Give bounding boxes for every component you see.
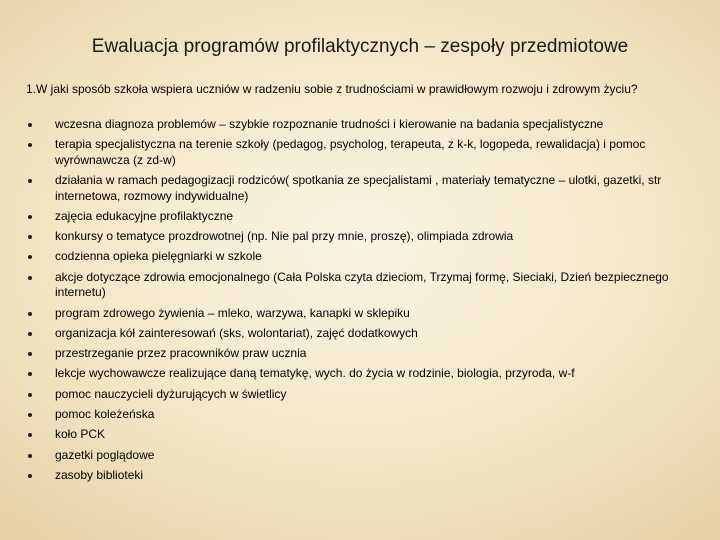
bullet-icon bbox=[28, 372, 32, 376]
bullet-icon bbox=[28, 332, 32, 336]
bullet-icon bbox=[28, 312, 32, 316]
list-item-text: pomoc nauczycieli dyżurujących w świetlicy bbox=[55, 386, 287, 401]
list-item bbox=[26, 407, 696, 423]
bullet-icon bbox=[28, 235, 32, 239]
bullet-icon bbox=[28, 352, 32, 356]
bullet-icon bbox=[28, 215, 32, 219]
bullet-icon bbox=[28, 413, 32, 417]
list-item-text: lekcje wychowawcze realizujące daną tematykę, wych. do życia w rodzinie, biologia, przyroda, w-f bbox=[55, 366, 575, 381]
list-item bbox=[26, 427, 696, 443]
bullet-icon bbox=[28, 255, 32, 259]
bullet-icon bbox=[28, 454, 32, 458]
list-item bbox=[26, 229, 696, 245]
question-block bbox=[26, 82, 696, 97]
list-item-text: pomoc koleżeńska bbox=[55, 407, 155, 422]
list-item bbox=[26, 387, 696, 403]
list-item-text: wczesna diagnoza problemów – szybkie rozpoznanie trudności i kierowanie na badania specjalistyczne bbox=[55, 117, 604, 131]
list-item-text: organizacja kół zainteresowań (sks, wolontariat), zajęć dodatkowych bbox=[55, 325, 418, 340]
list-item-text: codzienna opieka pielęgniarki w szkole bbox=[55, 249, 262, 264]
list-item bbox=[26, 117, 696, 133]
bullet-icon bbox=[28, 143, 32, 147]
bullet-icon bbox=[28, 474, 32, 478]
list-item bbox=[26, 137, 696, 168]
list-item-text: akcje dotyczące zdrowia emocjonalnego (Cała Polska czyta dzieciom, Trzymaj formę, Sieciaki, Dzień bezpiecznego internetu) bbox=[55, 269, 669, 300]
bullet-icon bbox=[28, 393, 32, 397]
list-item bbox=[26, 326, 696, 342]
list-item-text: terapia specjalistyczna na terenie szkoły (pedagog, psycholog, terapeuta, z k-k, logopeda, rewalidacja) i pomoc wyrównawcza (z zd-w) bbox=[55, 137, 646, 167]
bullet-icon bbox=[28, 276, 32, 280]
bullet-list bbox=[26, 117, 696, 488]
list-item bbox=[26, 173, 696, 204]
list-item bbox=[26, 366, 696, 382]
list-item-text: program zdrowego żywienia – mleko, warzywa, kanapki w sklepiku bbox=[55, 305, 410, 320]
list-item bbox=[26, 468, 696, 484]
bullet-icon bbox=[28, 123, 32, 127]
list-item-text: działania w ramach pedagogizacji rodziców( spotkania ze specjalistami , materiały tematyczne – ulotki, gazetki, str internetowa, rozmowy indywidualne) bbox=[55, 173, 662, 203]
list-item-text: zajęcia edukacyjne profilaktyczne bbox=[55, 208, 234, 223]
bullet-icon bbox=[28, 433, 32, 437]
list-item bbox=[26, 346, 696, 362]
list-item-text: przestrzeganie przez pracowników praw ucznia bbox=[55, 346, 307, 361]
list-item bbox=[26, 249, 696, 265]
list-item-text: gazetki poglądowe bbox=[55, 447, 155, 462]
list-item-text: zasoby biblioteki bbox=[55, 467, 144, 482]
list-item bbox=[26, 209, 696, 225]
list-item bbox=[26, 448, 696, 464]
list-item bbox=[26, 306, 696, 322]
bullet-icon bbox=[28, 179, 32, 183]
list-item-text: konkursy o tematyce prozdrowotnej (np. Nie pal przy mnie, proszę), olimpiada zdrowia bbox=[55, 229, 514, 244]
slide-title: Ewaluacja programów profilaktycznych – zespoły przedmiotowe bbox=[91, 36, 629, 57]
list-item-text: koło PCK bbox=[55, 427, 106, 442]
question-text: 1.W jaki sposób szkoła wspiera uczniów w radzeniu sobie z trudnościami w prawidłowym rozwoju i zdrowym życiu? bbox=[26, 82, 638, 96]
list-item bbox=[26, 270, 696, 301]
